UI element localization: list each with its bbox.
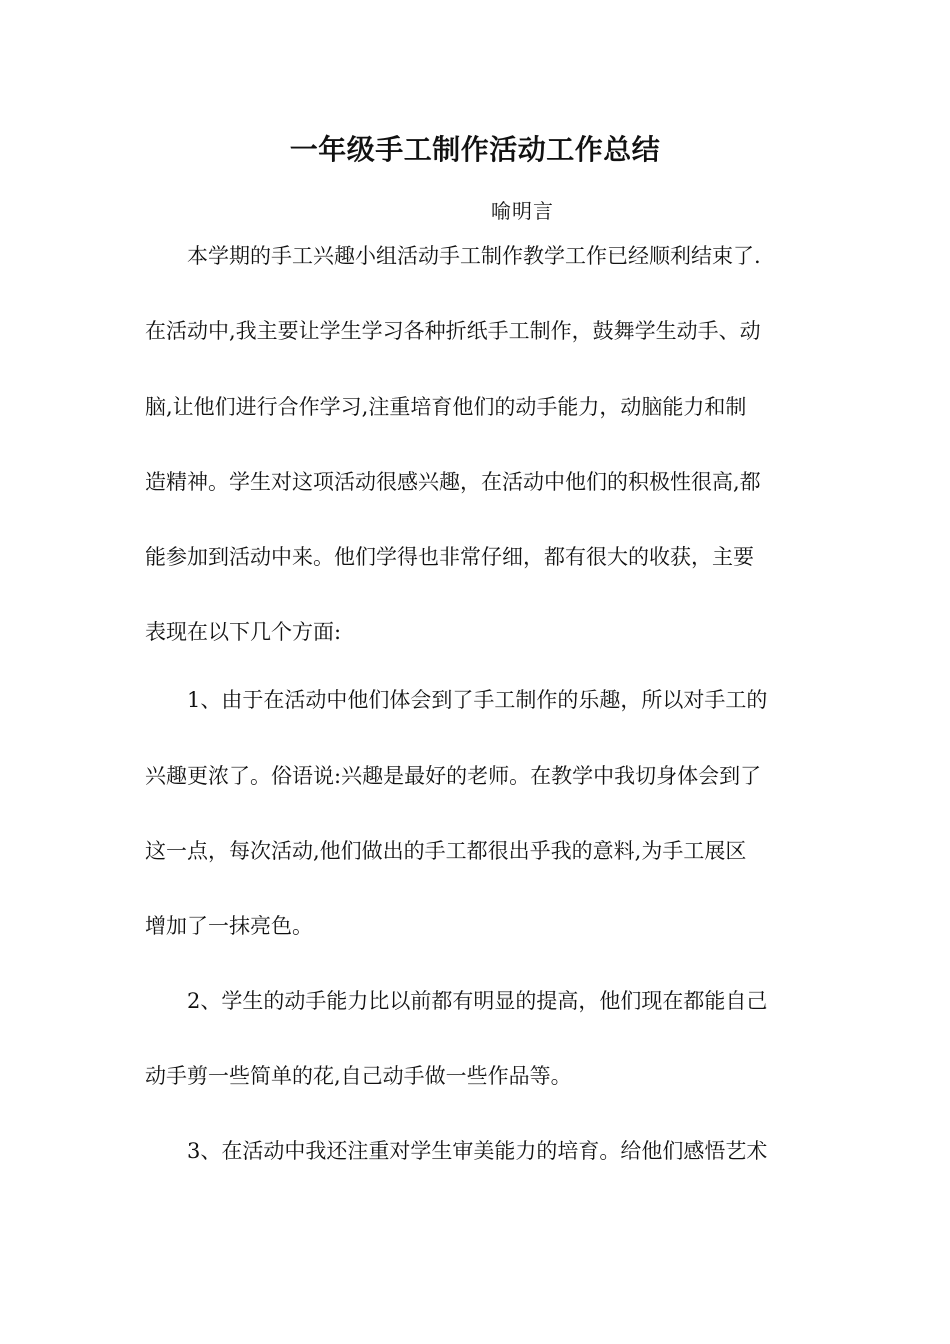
paragraph-line: 表现在以下几个方面: xyxy=(145,620,342,644)
paragraph-line: 脑,让他们进行合作学习,注重培育他们的动手能力，动脑能力和制 xyxy=(145,395,747,419)
paragraph-line: 动手剪一些简单的花,自己动手做一些作品等。 xyxy=(145,1064,572,1088)
paragraph-line: 增加了一抹亮色。 xyxy=(145,914,313,938)
paragraph-line: 3、在活动中我还注重对学生审美能力的培育。给他们感悟艺术 xyxy=(187,1139,768,1163)
paragraph-line: 能参加到活动中来。他们学得也非常仔细，都有很大的收获，主要 xyxy=(145,545,754,569)
paragraph-line: 本学期的手工兴趣小组活动手工制作教学工作已经顺利结束了. xyxy=(187,244,761,268)
paragraph-line: 在活动中,我主要让学生学习各种折纸手工制作，鼓舞学生动手、动 xyxy=(145,319,761,343)
paragraph-line: 1、由于在活动中他们体会到了手工制作的乐趣，所以对手工的 xyxy=(187,688,768,712)
paragraph-line: 2、学生的动手能力比以前都有明显的提高，他们现在都能自己 xyxy=(187,989,768,1013)
paragraph-line: 造精神。学生对这项活动很感兴趣，在活动中他们的积极性很高,都 xyxy=(145,470,761,494)
paragraph-line: 兴趣更浓了。俗语说:兴趣是最好的老师。在教学中我切身体会到了 xyxy=(145,764,762,788)
document-author: 喻明言 xyxy=(491,199,554,223)
document-title: 一年级手工制作活动工作总结 xyxy=(289,133,661,166)
paragraph-line: 这一点，每次活动,他们做出的手工都很出乎我的意料,为手工展区 xyxy=(145,839,747,863)
